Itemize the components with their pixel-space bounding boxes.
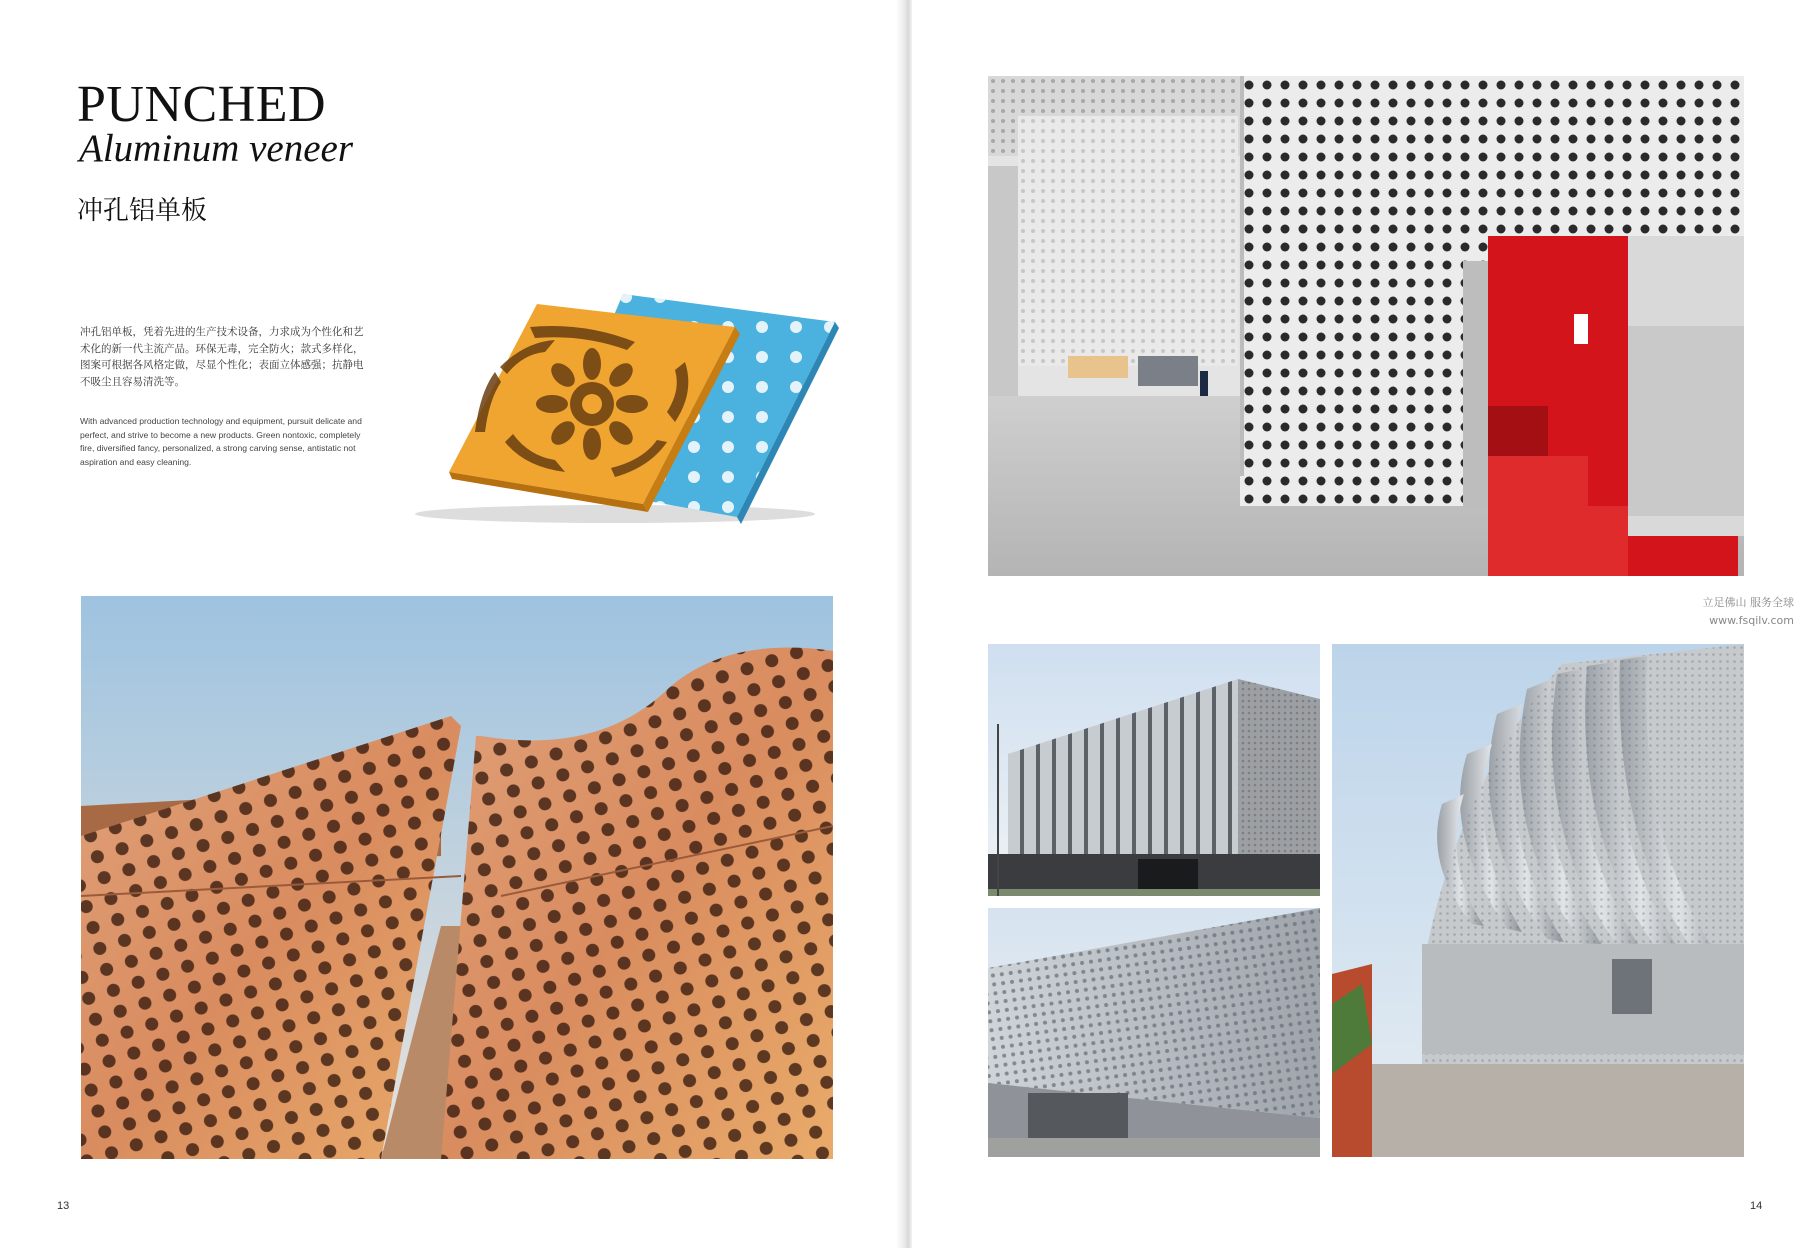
curved-ribbed-building-photo — [1332, 644, 1744, 1157]
page-subtitle: Aluminum veneer — [79, 127, 353, 170]
description-en: With advanced production technology and equipment, pursuit delicate and perfect, and strive to become a new products. Green nontoxic, completely fire, diversified fancy, personalized, a strong carving sense, antistatic not aspiration and easy cleaning. — [80, 416, 362, 467]
interior-red-stair-photo — [988, 76, 1744, 576]
page-number-right: 14 — [1750, 1200, 1763, 1212]
copper-facade-photo — [81, 596, 833, 1159]
silver-facade-photo — [988, 908, 1320, 1157]
building-fins-photo — [988, 644, 1320, 896]
left-page — [0, 0, 905, 1248]
description-cn: 冲孔铝单板，凭着先进的生产技术设备，力求成为个性化和艺术化的新一代主流产品。环保无毒，完全防火；款式多样化，图案可根据各风格定做，尽显个性化；表面立体感强；抗静电不吸尘且容易清洗等。 — [80, 326, 364, 388]
caption-website[interactable]: www.fsqilv.com — [1709, 614, 1794, 627]
product-panels-image — [405, 282, 845, 527]
right-page — [912, 0, 1815, 1248]
caption-block — [1703, 594, 1795, 630]
page-number-left: 13 — [57, 1200, 70, 1212]
page-title: PUNCHED — [77, 76, 327, 133]
page-title-cn: 冲孔铝单板 — [77, 196, 208, 226]
caption-slogan: 立足佛山 服务全球 — [1702, 596, 1794, 609]
